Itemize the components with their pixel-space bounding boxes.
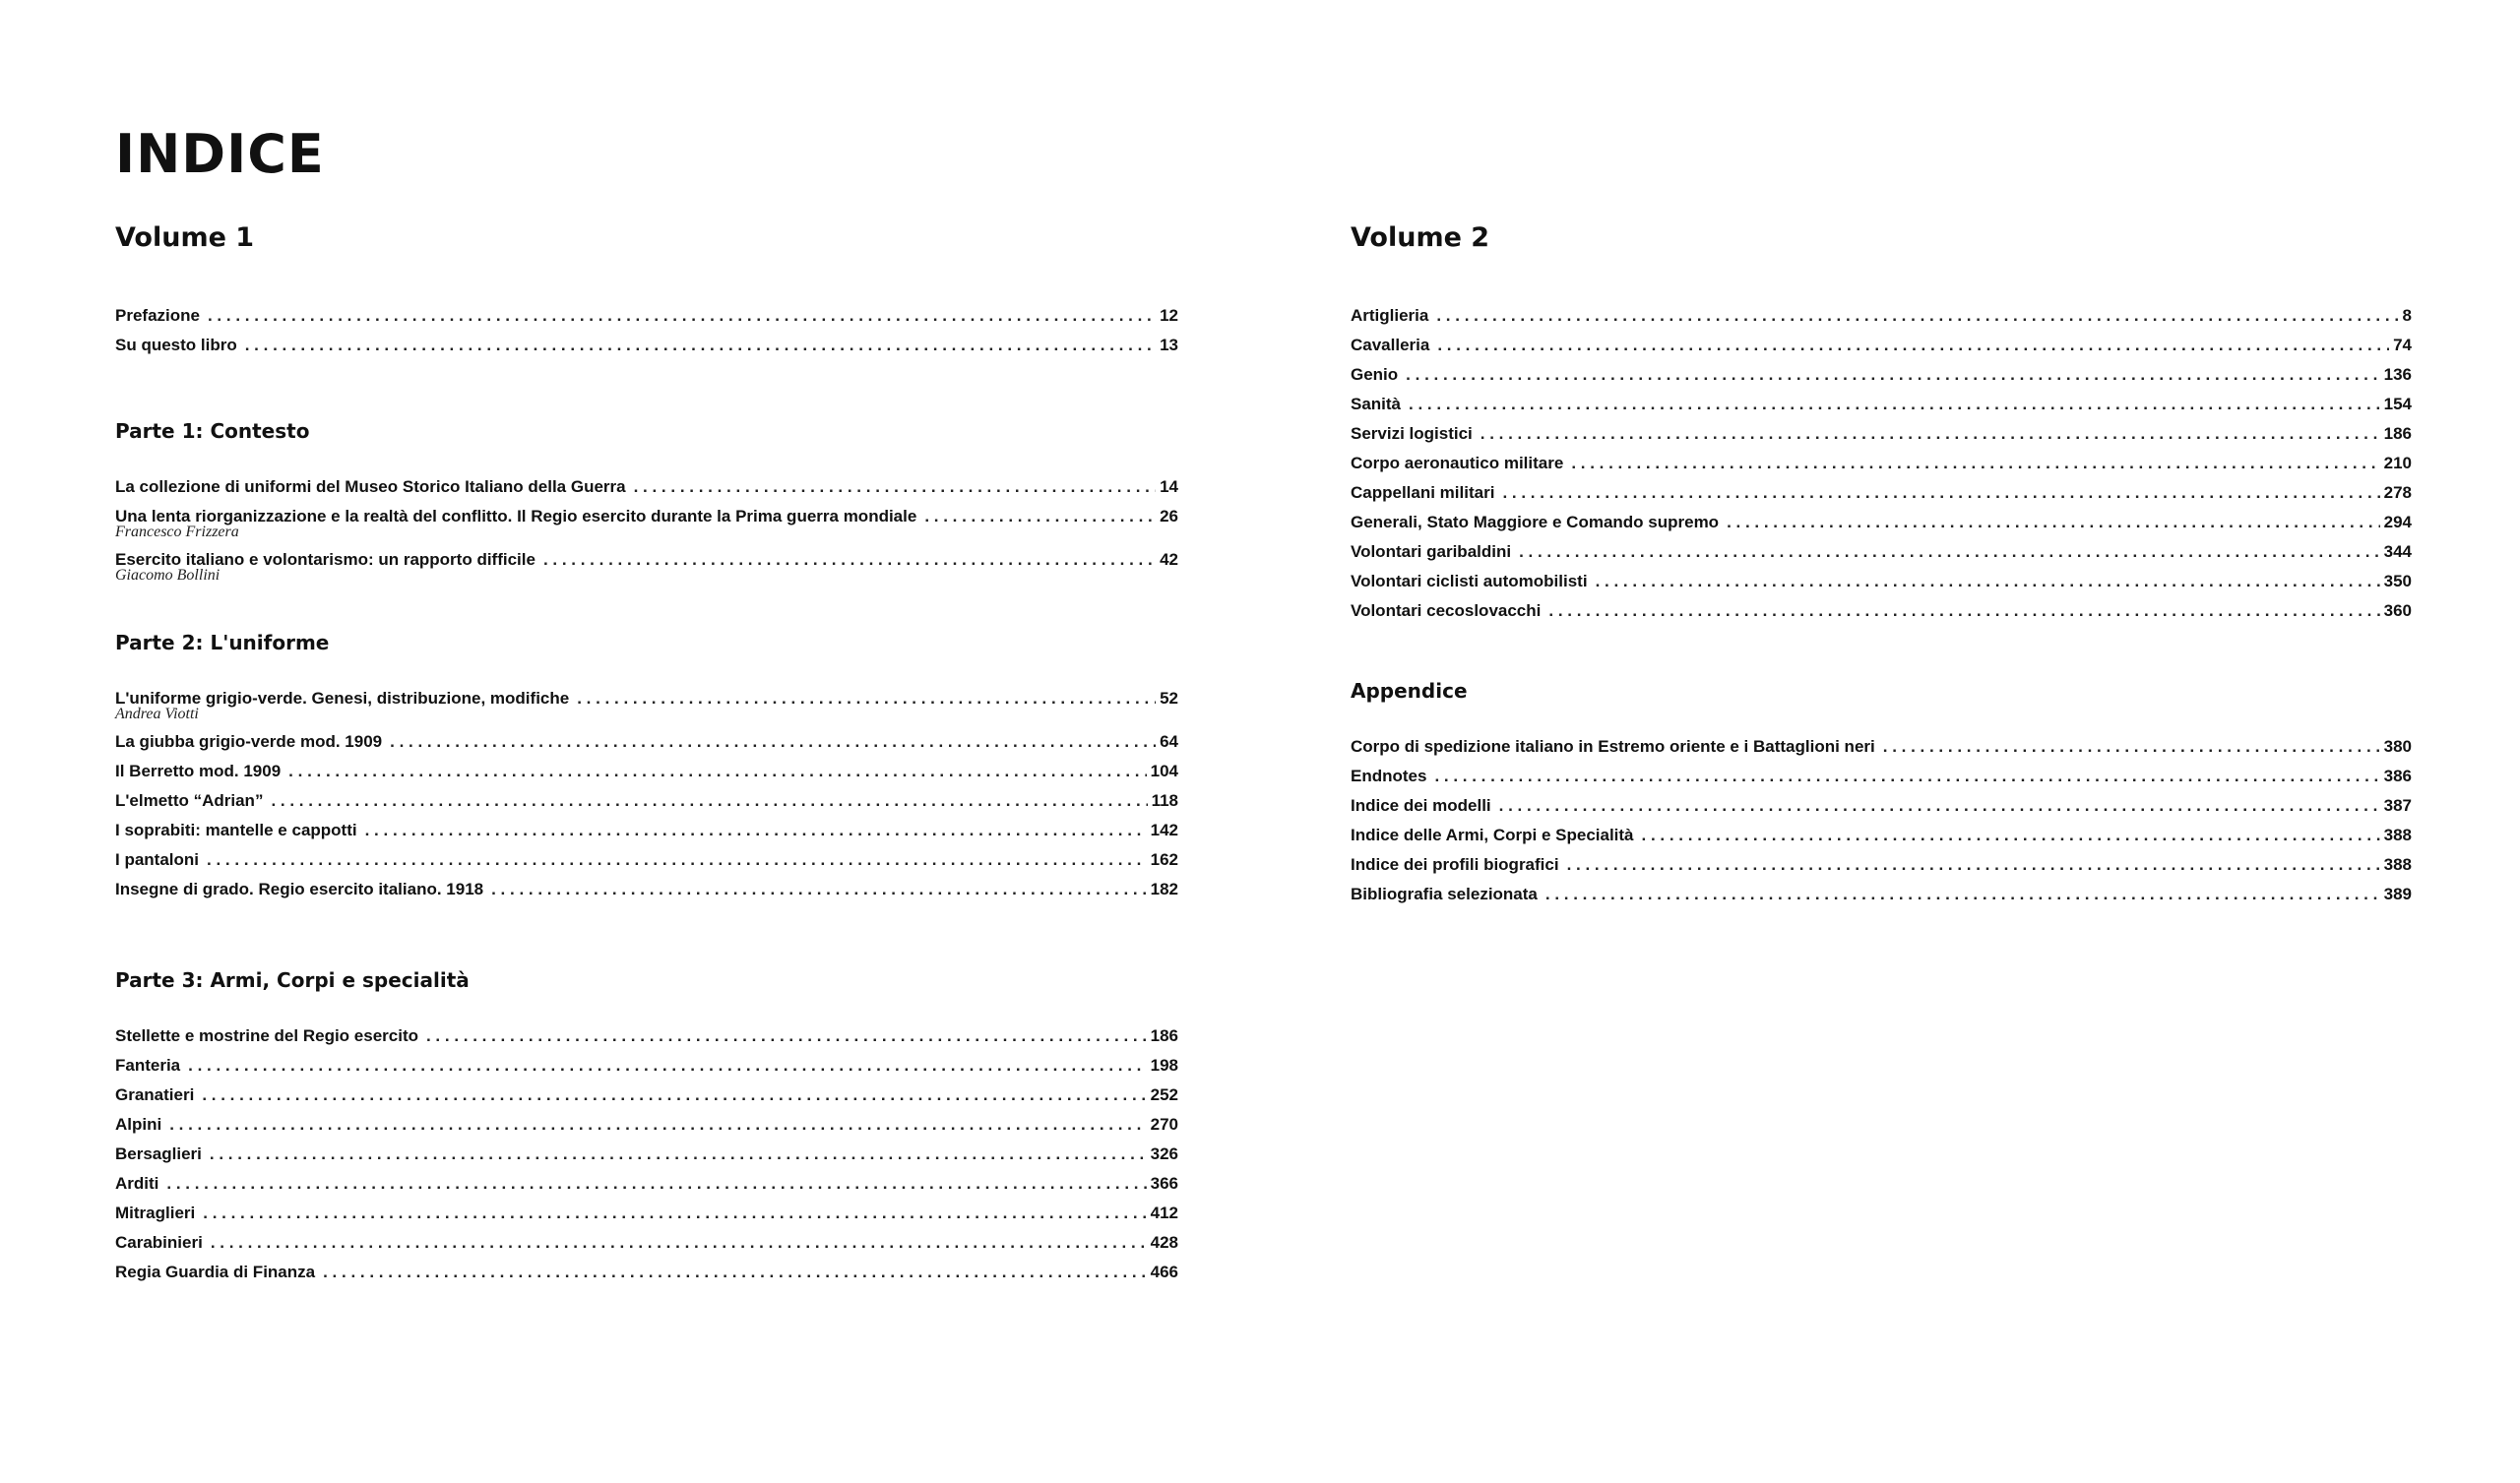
dot-leader xyxy=(1480,419,2380,449)
toc-entry[interactable] xyxy=(115,545,1178,588)
entry-page: 26 xyxy=(1160,507,1178,525)
entry-label: Esercito italiano e volontarismo: un rapporto difficile xyxy=(115,550,536,569)
toc-entry[interactable] xyxy=(1351,596,2412,626)
entry-label: Volontari ciclisti automobilisti xyxy=(1351,572,1588,590)
entry-label: Una lenta riorganizzazione e la realtà del conflitto. Il Regio esercito durante la Prima guerra mondiale xyxy=(115,507,917,525)
entry-label: Corpo aeronautico militare xyxy=(1351,454,1564,472)
dot-leader xyxy=(202,1081,1146,1110)
volume-2-column xyxy=(1351,218,2412,909)
toc-entry[interactable] xyxy=(1351,478,2412,508)
toc-entry[interactable] xyxy=(115,786,1178,816)
dot-leader xyxy=(245,331,1156,360)
page-title: INDICE xyxy=(115,123,325,185)
entry-label: Servizi logistici xyxy=(1351,424,1473,443)
entry-label: Prefazione xyxy=(115,306,200,325)
toc-entry[interactable] xyxy=(1351,850,2412,880)
toc-entry[interactable] xyxy=(115,1199,1178,1228)
entry-label: Endnotes xyxy=(1351,767,1427,785)
entry-label: Arditi xyxy=(115,1174,159,1193)
volume-1-title: Volume 1 xyxy=(115,222,255,253)
toc-entry[interactable] xyxy=(1351,791,2412,821)
entry-page: 186 xyxy=(1150,1026,1178,1045)
dot-leader xyxy=(1571,449,2379,478)
entry-label: L'uniforme grigio-verde. Genesi, distribuzione, modifiche xyxy=(115,689,570,708)
dot-leader xyxy=(1545,880,2380,909)
dot-leader xyxy=(365,816,1147,845)
entry-page: 198 xyxy=(1150,1056,1178,1075)
toc-entry[interactable] xyxy=(115,331,1178,360)
toc-entry[interactable] xyxy=(1351,762,2412,791)
dot-leader xyxy=(210,1140,1147,1169)
entry-page: 42 xyxy=(1160,550,1178,569)
entry-page: 389 xyxy=(2383,885,2412,903)
entry-page: 387 xyxy=(2383,796,2412,815)
entry-page: 186 xyxy=(2383,424,2412,443)
part-2-list xyxy=(115,684,1178,904)
entry-page: 64 xyxy=(1160,732,1178,751)
toc-entry[interactable] xyxy=(115,816,1178,845)
toc-entry[interactable] xyxy=(115,1228,1178,1258)
dot-leader xyxy=(924,502,1156,531)
dot-leader xyxy=(1548,596,2379,626)
entry-label: Il Berretto mod. 1909 xyxy=(115,762,282,780)
dot-leader xyxy=(169,1110,1146,1140)
toc-entry[interactable] xyxy=(1351,732,2412,762)
entry-label: Granatieri xyxy=(115,1085,195,1104)
toc-entry[interactable] xyxy=(1351,449,2412,478)
dot-leader xyxy=(1883,732,2380,762)
entry-page: 386 xyxy=(2383,767,2412,785)
entry-label: L'elmetto “Adrian” xyxy=(115,791,264,810)
part-3-list xyxy=(115,1021,1178,1287)
part-3-title: Parte 3: Armi, Corpi e specialità xyxy=(115,968,470,992)
dot-leader xyxy=(323,1258,1147,1287)
entry-page: 466 xyxy=(1150,1263,1178,1281)
entry-page: 162 xyxy=(1150,850,1178,869)
entry-page: 14 xyxy=(1160,477,1178,496)
toc-entry[interactable] xyxy=(1351,508,2412,537)
entry-label: Carabinieri xyxy=(115,1233,203,1252)
entry-label: Volontari cecoslovacchi xyxy=(1351,601,1542,620)
toc-entry[interactable] xyxy=(115,301,1178,331)
dot-leader xyxy=(1437,331,2389,360)
dot-leader xyxy=(577,684,1156,713)
entry-page: 270 xyxy=(1150,1115,1178,1134)
toc-entry[interactable] xyxy=(115,875,1178,904)
toc-entry[interactable] xyxy=(115,727,1178,757)
toc-entry[interactable] xyxy=(1351,390,2412,419)
dot-leader xyxy=(1596,567,2380,596)
dot-leader xyxy=(634,472,1156,502)
toc-entry[interactable] xyxy=(115,757,1178,786)
entry-author: Andrea Viotti xyxy=(115,706,199,722)
dot-leader xyxy=(208,301,1156,331)
entry-page: 344 xyxy=(2383,542,2412,561)
entry-label: Bibliografia selezionata xyxy=(1351,885,1538,903)
entry-page: 13 xyxy=(1160,336,1178,354)
dot-leader xyxy=(211,1228,1147,1258)
toc-entry[interactable] xyxy=(115,1051,1178,1081)
entry-page: 380 xyxy=(2383,737,2412,756)
toc-entry[interactable] xyxy=(115,1140,1178,1169)
entry-label: La collezione di uniformi del Museo Storico Italiano della Guerra xyxy=(115,477,626,496)
entry-label: Bersaglieri xyxy=(115,1144,202,1163)
entry-label: Cappellani militari xyxy=(1351,483,1495,502)
dot-leader xyxy=(188,1051,1146,1081)
entry-label: Cavalleria xyxy=(1351,336,1430,354)
dot-leader xyxy=(288,757,1146,786)
dot-leader xyxy=(1519,537,2380,567)
volume-1-intro-list xyxy=(115,301,1178,360)
dot-leader xyxy=(1642,821,2380,850)
entry-label: Su questo libro xyxy=(115,336,237,354)
toc-entry[interactable] xyxy=(1351,537,2412,567)
volume-2-list xyxy=(1351,301,2412,626)
toc-entry[interactable] xyxy=(1351,360,2412,390)
toc-entry[interactable] xyxy=(115,1021,1178,1051)
volume-1-column xyxy=(115,218,1178,1287)
dot-leader xyxy=(1499,791,2380,821)
dot-leader xyxy=(390,727,1156,757)
entry-label: Alpini xyxy=(115,1115,162,1134)
entry-page: 136 xyxy=(2383,365,2412,384)
entry-page: 278 xyxy=(2383,483,2412,502)
entry-label: La giubba grigio-verde mod. 1909 xyxy=(115,732,383,751)
dot-leader xyxy=(271,786,1147,816)
entry-page: 326 xyxy=(1150,1144,1178,1163)
entry-page: 182 xyxy=(1150,880,1178,898)
part-2-title: Parte 2: L'uniforme xyxy=(115,631,330,654)
volume-2-title: Volume 2 xyxy=(1351,222,1490,253)
entry-label: Indice dei modelli xyxy=(1351,796,1491,815)
entry-label: Indice delle Armi, Corpi e Specialità xyxy=(1351,826,1634,844)
entry-author: Francesco Frizzera xyxy=(115,524,239,540)
entry-page: 360 xyxy=(2383,601,2412,620)
entry-page: 118 xyxy=(1151,791,1178,810)
entry-label: I pantaloni xyxy=(115,850,199,869)
dot-leader xyxy=(1434,762,2379,791)
appendix-list xyxy=(1351,732,2412,909)
entry-page: 210 xyxy=(2383,454,2412,472)
entry-page: 12 xyxy=(1160,306,1178,325)
dot-leader xyxy=(1502,478,2379,508)
entry-author: Giacomo Bollini xyxy=(115,567,220,584)
entry-page: 142 xyxy=(1150,821,1178,839)
part-1-title: Parte 1: Contesto xyxy=(115,419,310,443)
entry-label: Corpo di spedizione italiano in Estremo oriente e i Battaglioni neri xyxy=(1351,737,1875,756)
toc-entry[interactable] xyxy=(115,1258,1178,1287)
toc-entry[interactable] xyxy=(115,1169,1178,1199)
entry-page: 74 xyxy=(2393,336,2412,354)
entry-page: 52 xyxy=(1160,689,1178,708)
toc-entry[interactable] xyxy=(1351,821,2412,850)
entry-page: 388 xyxy=(2383,826,2412,844)
entry-page: 104 xyxy=(1150,762,1178,780)
dot-leader xyxy=(1727,508,2380,537)
entry-label: Fanteria xyxy=(115,1056,181,1075)
toc-entry[interactable] xyxy=(115,1081,1178,1110)
toc-entry[interactable] xyxy=(115,845,1178,875)
dot-leader xyxy=(207,845,1147,875)
toc-entry[interactable] xyxy=(115,472,1178,502)
toc-entry[interactable] xyxy=(115,684,1178,727)
dot-leader xyxy=(1436,301,2398,331)
entry-page: 428 xyxy=(1150,1233,1178,1252)
entry-page: 154 xyxy=(2383,395,2412,413)
entry-label: I soprabiti: mantelle e cappotti xyxy=(115,821,357,839)
dot-leader xyxy=(1406,360,2379,390)
entry-page: 294 xyxy=(2383,513,2412,531)
entry-page: 388 xyxy=(2383,855,2412,874)
entry-page: 252 xyxy=(1150,1085,1178,1104)
entry-label: Sanità xyxy=(1351,395,1402,413)
dot-leader xyxy=(166,1169,1146,1199)
entry-label: Regia Guardia di Finanza xyxy=(115,1263,316,1281)
entry-label: Insegne di grado. Regio esercito italiano. 1918 xyxy=(115,880,484,898)
entry-page: 350 xyxy=(2383,572,2412,590)
toc-entry[interactable] xyxy=(115,502,1178,545)
dot-leader xyxy=(203,1199,1146,1228)
toc-entry[interactable] xyxy=(1351,567,2412,596)
toc-entry[interactable] xyxy=(1351,419,2412,449)
entry-label: Mitraglieri xyxy=(115,1204,196,1222)
entry-page: 366 xyxy=(1150,1174,1178,1193)
toc-entry[interactable] xyxy=(115,1110,1178,1140)
part-1-list xyxy=(115,472,1178,588)
entry-page: 8 xyxy=(2402,306,2412,325)
entry-label: Genio xyxy=(1351,365,1399,384)
dot-leader xyxy=(543,545,1156,575)
toc-entry[interactable] xyxy=(1351,331,2412,360)
entry-label: Indice dei profili biografici xyxy=(1351,855,1559,874)
dot-leader xyxy=(1567,850,2380,880)
entry-page: 412 xyxy=(1150,1204,1178,1222)
entry-label: Stellette e mostrine del Regio esercito xyxy=(115,1026,418,1045)
dot-leader xyxy=(491,875,1147,904)
appendix-title: Appendice xyxy=(1351,679,1468,703)
dot-leader xyxy=(1409,390,2380,419)
dot-leader xyxy=(426,1021,1147,1051)
entry-label: Volontari garibaldini xyxy=(1351,542,1512,561)
toc-entry[interactable] xyxy=(1351,301,2412,331)
entry-label: Artiglieria xyxy=(1351,306,1429,325)
entry-label: Generali, Stato Maggiore e Comando supremo xyxy=(1351,513,1720,531)
toc-entry[interactable] xyxy=(1351,880,2412,909)
